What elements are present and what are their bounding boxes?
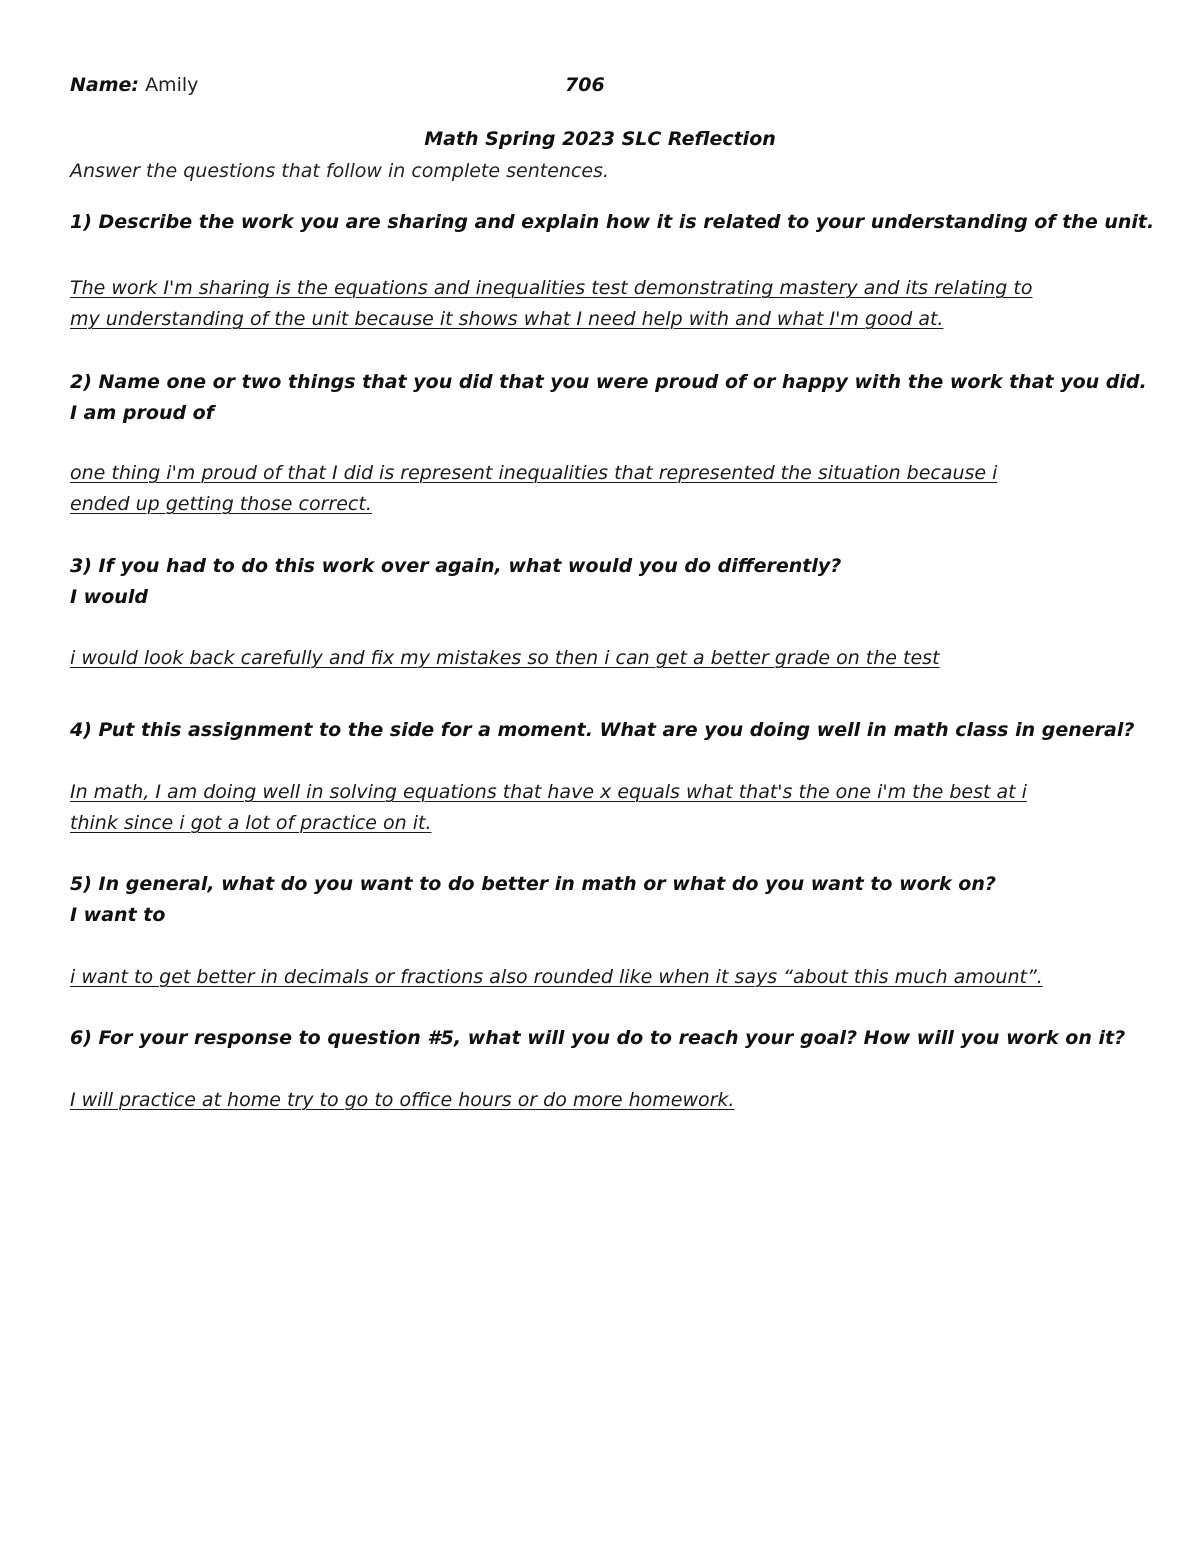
answer-line: i want to get better in decimals or fractions also rounded like when it says “about this much amount”. <box>70 966 1043 988</box>
question-block-2 <box>70 367 1150 429</box>
question-block-1 <box>70 207 1155 238</box>
question-prompt: 1) Describe the work you are sharing and explain how it is related to your understanding of the unit. <box>70 211 1155 233</box>
answer-line: ended up getting those correct. <box>70 493 372 515</box>
question-prompt: 5) In general, what do you want to do better in math or what do you want to work on? <box>70 873 996 895</box>
header-row <box>70 74 1130 102</box>
answer-line: In math, I am doing well in solving equations that have x equals what that's the one i'm the best at i <box>70 781 1027 803</box>
answer-line: I will practice at home try to go to office hours or do more homework. <box>70 1089 735 1111</box>
question-block-5 <box>70 869 1150 931</box>
question-block-4 <box>70 715 1150 746</box>
sentence-starter: I want to <box>70 904 166 926</box>
answer-block-4 <box>70 777 1150 839</box>
question-prompt: 3) If you had to do this work over again, what would you do differently? <box>70 555 842 577</box>
answer-line: i would look back carefully and fix my mistakes so then i can get a better grade on the test <box>70 647 940 669</box>
answer-block-5 <box>70 962 1150 993</box>
answer-block-1 <box>70 273 1150 335</box>
name-label: Name: <box>70 74 140 96</box>
student-name: Amily <box>145 74 199 96</box>
answer-block-3 <box>70 643 1150 674</box>
answer-line: one thing i'm proud of that I did is represent inequalities that represented the situation because i <box>70 462 998 484</box>
question-prompt: 4) Put this assignment to the side for a moment. What are you doing well in math class in general? <box>70 719 1135 741</box>
answer-block-2 <box>70 458 1150 520</box>
answer-line: The work I'm sharing is the equations and inequalities test demonstrating mastery and its relating to <box>70 277 1033 299</box>
instructions: Answer the questions that follow in complete sentences. <box>70 160 609 182</box>
answer-line: think since i got a lot of practice on it. <box>70 812 432 834</box>
answer-line: my understanding of the unit because it shows what I need help with and what I'm good at. <box>70 308 944 330</box>
question-block-3 <box>70 551 1150 613</box>
sentence-starter: I would <box>70 586 148 608</box>
class-code: 706 <box>565 74 605 96</box>
sentence-starter: I am proud of <box>70 402 215 424</box>
answer-block-6 <box>70 1085 1150 1116</box>
question-prompt: 6) For your response to question #5, what will you do to reach your goal? How will you work on it? <box>70 1027 1126 1049</box>
question-block-6 <box>70 1023 1150 1054</box>
page-title: Math Spring 2023 SLC Reflection <box>424 128 776 150</box>
question-prompt: 2) Name one or two things that you did that you were proud of or happy with the work that you did. <box>70 371 1147 393</box>
